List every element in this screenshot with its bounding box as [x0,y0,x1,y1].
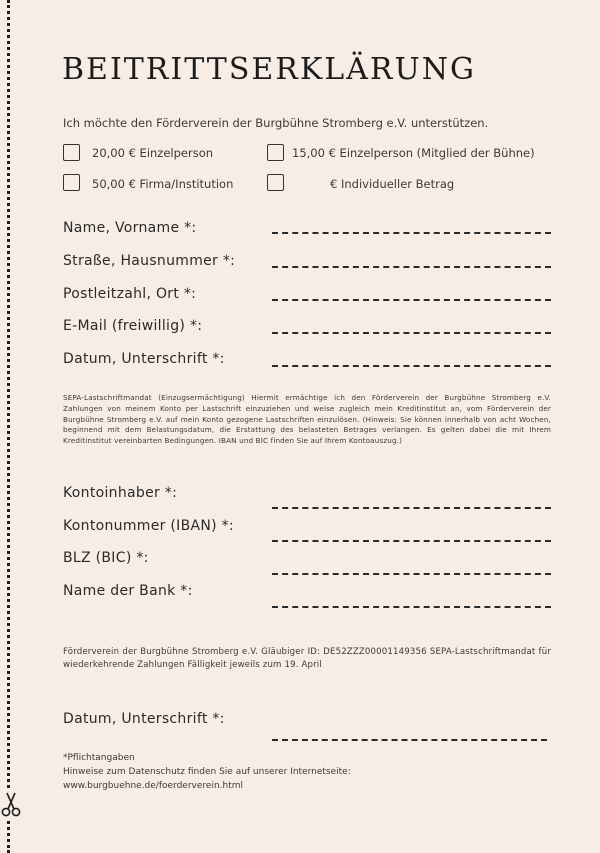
date-signature-input-line[interactable] [272,365,551,367]
postcode-city-input-line[interactable] [272,299,551,301]
bic-label: BLZ (BIC) *: [63,550,149,566]
form-title: BEITRITTSERKLÄRUNG [62,52,476,87]
bank-name-label: Name der Bank *: [63,583,193,599]
privacy-note: Hinweise zum Datenschutz finden Sie auf unserer Internetseite: [63,767,351,777]
postcode-city-label: Postleitzahl, Ort *: [63,286,197,302]
bank-name-input-line[interactable] [272,606,551,608]
final-date-signature-input-line[interactable] [272,739,547,741]
street-input-line[interactable] [272,266,551,268]
email-input-line[interactable] [272,332,551,334]
required-note: *Pflichtangaben [63,753,135,763]
sepa-mandate-text: SEPA-Lastschriftmandat (Einzugsermächtigung) Hiermit ermächtige ich den Förderverein der Burgbühne Stromberg e.V. Zahlungen von meinem Konto per Lastschrift einzuziehen und weise zugleich mein Kreditinstitut an, vom Förderverein der Burgbühne Stromberg e.V. auf mein Konto gezogene Lastschriften einzulösen. (Hinweis: Sie können innerhalb von acht Wochen, beginnend mit dem Belastungsdatum, die Erstattung des belasteten Betrages verlangen. Es gelten dabei die mit Ihrem Kreditinstitut vereinbarten Bedingungen. IBAN und BIC finden Sie auf Ihrem Kontoauszug.) [63,393,551,446]
option-label-3: 50,00 € Firma/Institution [92,177,234,191]
date-signature-label: Datum, Unterschrift *: [63,351,225,367]
intro-text: Ich möchte den Förderverein der Burgbühne Stromberg e.V. unterstützen. [63,116,489,130]
website-link[interactable]: www.burgbuehne.de/foerderverein.html [63,781,244,791]
bic-input-line[interactable] [272,573,551,575]
final-date-signature-label: Datum, Unterschrift *: [63,711,225,727]
street-label: Straße, Hausnummer *: [63,253,236,269]
cut-line [7,0,10,853]
option-label-4: € Individueller Betrag [330,177,455,191]
iban-input-line[interactable] [272,540,551,542]
email-label: E-Mail (freiwillig) *: [63,318,203,334]
option-checkbox-1[interactable] [63,144,80,161]
option-label-2: 15,00 € Einzelperson (Mitglied der Bühne) [292,146,535,160]
creditor-text: Förderverein der Burgbühne Stromberg e.V. Gläubiger ID: DE52ZZZ00001149356 SEPA-Lastschriftmandat für wiederkehrende Zahlungen Fälligkeit jeweils zum 19. April [63,647,551,671]
name-input-line[interactable] [272,232,551,234]
option-label-1: 20,00 € Einzelperson [92,146,214,160]
option-checkbox-3[interactable] [63,174,80,191]
scissors-icon [0,790,22,818]
name-label: Name, Vorname *: [63,220,197,236]
account-holder-input-line[interactable] [272,507,551,509]
option-checkbox-2[interactable] [267,144,284,161]
account-holder-label: Kontoinhaber *: [63,485,178,501]
iban-label: Kontonummer (IBAN) *: [63,518,234,534]
option-checkbox-4[interactable] [267,174,284,191]
